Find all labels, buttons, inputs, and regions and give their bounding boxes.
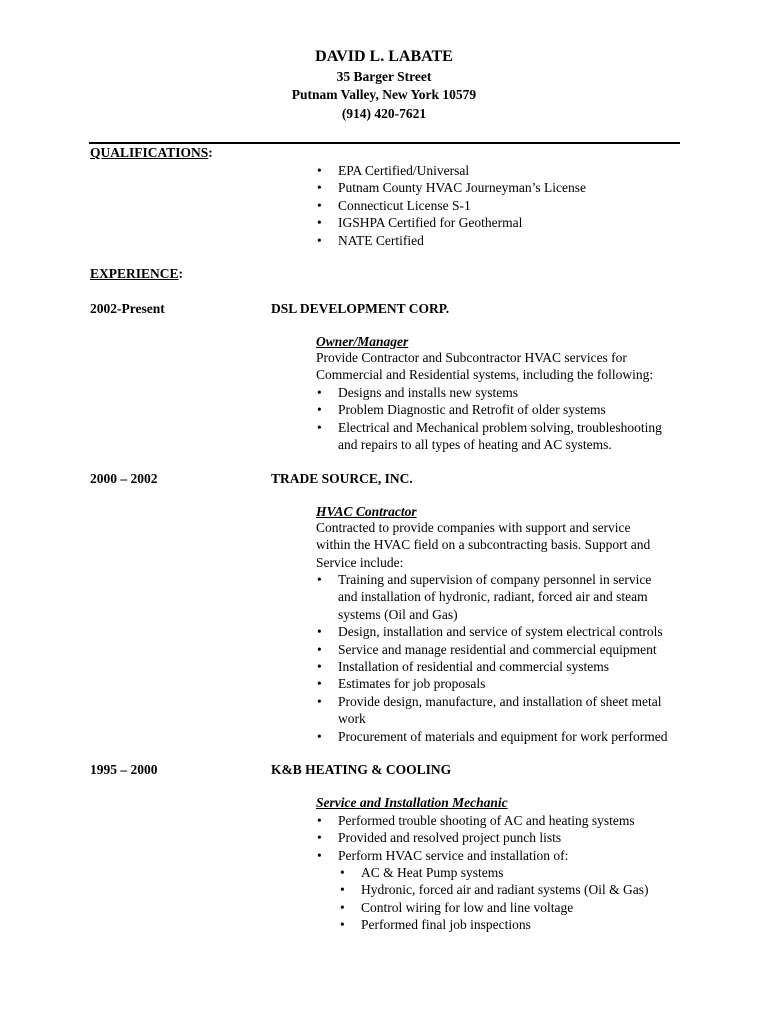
list-item: • EPA Certified/Universal [316,162,586,179]
list-item: • AC & Heat Pump systems [339,864,649,881]
address-city: Putnam Valley, New York 10579 [291,87,477,102]
job-company: K&B HEATING & COOLING [271,762,452,777]
qualifications-heading [90,145,213,161]
list-item [316,623,668,640]
list-item [316,728,668,745]
list-item [316,401,662,418]
bullet-line: Service and manage residential and commercial equipment [338,641,657,657]
list-item [316,641,668,658]
job-dates: 2002-Present [90,301,165,316]
list-item [316,658,668,675]
header-divider [89,142,680,144]
list-item: • Hydronic, forced air and radiant systems (Oil & Gas) [339,881,649,898]
bullet-line: Installation of residential and commercial systems [338,659,610,675]
job-description [316,519,650,571]
list-item [316,693,668,728]
list-item [316,675,668,692]
qualifications-list [316,162,586,249]
bullet-line: Problem Diagnostic and Retrofit of older systems [338,402,606,418]
bullet-line: and installation of hydronic, radiant, forced air and steam [338,589,648,605]
bullet-line: Perform HVAC service and installation of: [338,847,569,863]
job-role: HVAC Contractor [316,504,417,519]
list-item [316,571,668,623]
qualifications-heading-text: QUALIFICATIONS [90,145,209,160]
bullet-line: Design, installation and service of system electrical controls [338,624,663,640]
job-dates: 2000 – 2002 [90,471,158,486]
bullet-line: work [338,711,366,727]
list-item [316,419,662,454]
job-description [316,349,653,384]
qualifications-heading-colon: : [208,145,213,160]
list-item: • Putnam County HVAC Journeyman’s License [316,179,586,196]
list-item: • Performed final job inspections [339,916,649,933]
bullet-line: Designs and installs new systems [338,385,518,400]
bullet-line: Electrical and Mechanical problem solving, troubleshooting [338,419,662,435]
bullet-line: Performed trouble shooting of AC and heating systems [338,813,635,828]
list-item: • IGSHPA Certified for Geothermal [316,214,586,231]
job-bullets [316,812,635,864]
job-company: TRADE SOURCE, INC. [271,471,413,486]
job-bullets [316,571,668,745]
experience-heading-text: EXPERIENCE [90,266,179,281]
description-line: Contracted to provide companies with support and service [316,520,631,535]
bullet-line: systems (Oil and Gas) [338,606,458,622]
job-company: DSL DEVELOPMENT CORP. [271,301,450,316]
list-item: • NATE Certified [316,232,586,249]
address-street: 35 Barger Street [336,69,432,84]
description-line: Service include: [316,554,404,570]
description-line: within the HVAC field on a subcontracting basis. Support and [316,537,651,553]
list-item: • Connecticut License S-1 [316,197,586,214]
list-item [316,829,635,846]
phone-number: (914) 420-7621 [341,106,427,121]
experience-heading [90,266,183,282]
job-dates: 1995 – 2000 [90,762,158,777]
bullet-line: Provide design, manufacture, and installation of sheet metal [338,693,662,709]
list-item [316,847,635,864]
description-line: Commercial and Residential systems, including the following: [316,367,654,383]
list-item: • Control wiring for low and line voltage [339,899,649,916]
bullet-line: Training and supervision of company personnel in service [338,572,652,587]
list-item [316,384,662,401]
job-bullets [316,384,662,454]
job-role: Service and Installation Mechanic [316,795,508,810]
bullet-line: and repairs to all types of heating and AC systems. [338,437,612,453]
experience-heading-colon: : [178,266,184,281]
bullet-line: Provided and resolved project punch lists [338,830,562,846]
bullet-line: Estimates for job proposals [338,676,486,692]
job-sub-bullets [339,864,649,934]
list-item [316,812,635,829]
description-line: Provide Contractor and Subcontractor HVAC services for [316,350,627,365]
job-role: Owner/Manager [316,334,409,349]
bullet-line: Procurement of materials and equipment for work performed [338,728,668,744]
resume-name: DAVID L. LABATE [315,48,453,65]
